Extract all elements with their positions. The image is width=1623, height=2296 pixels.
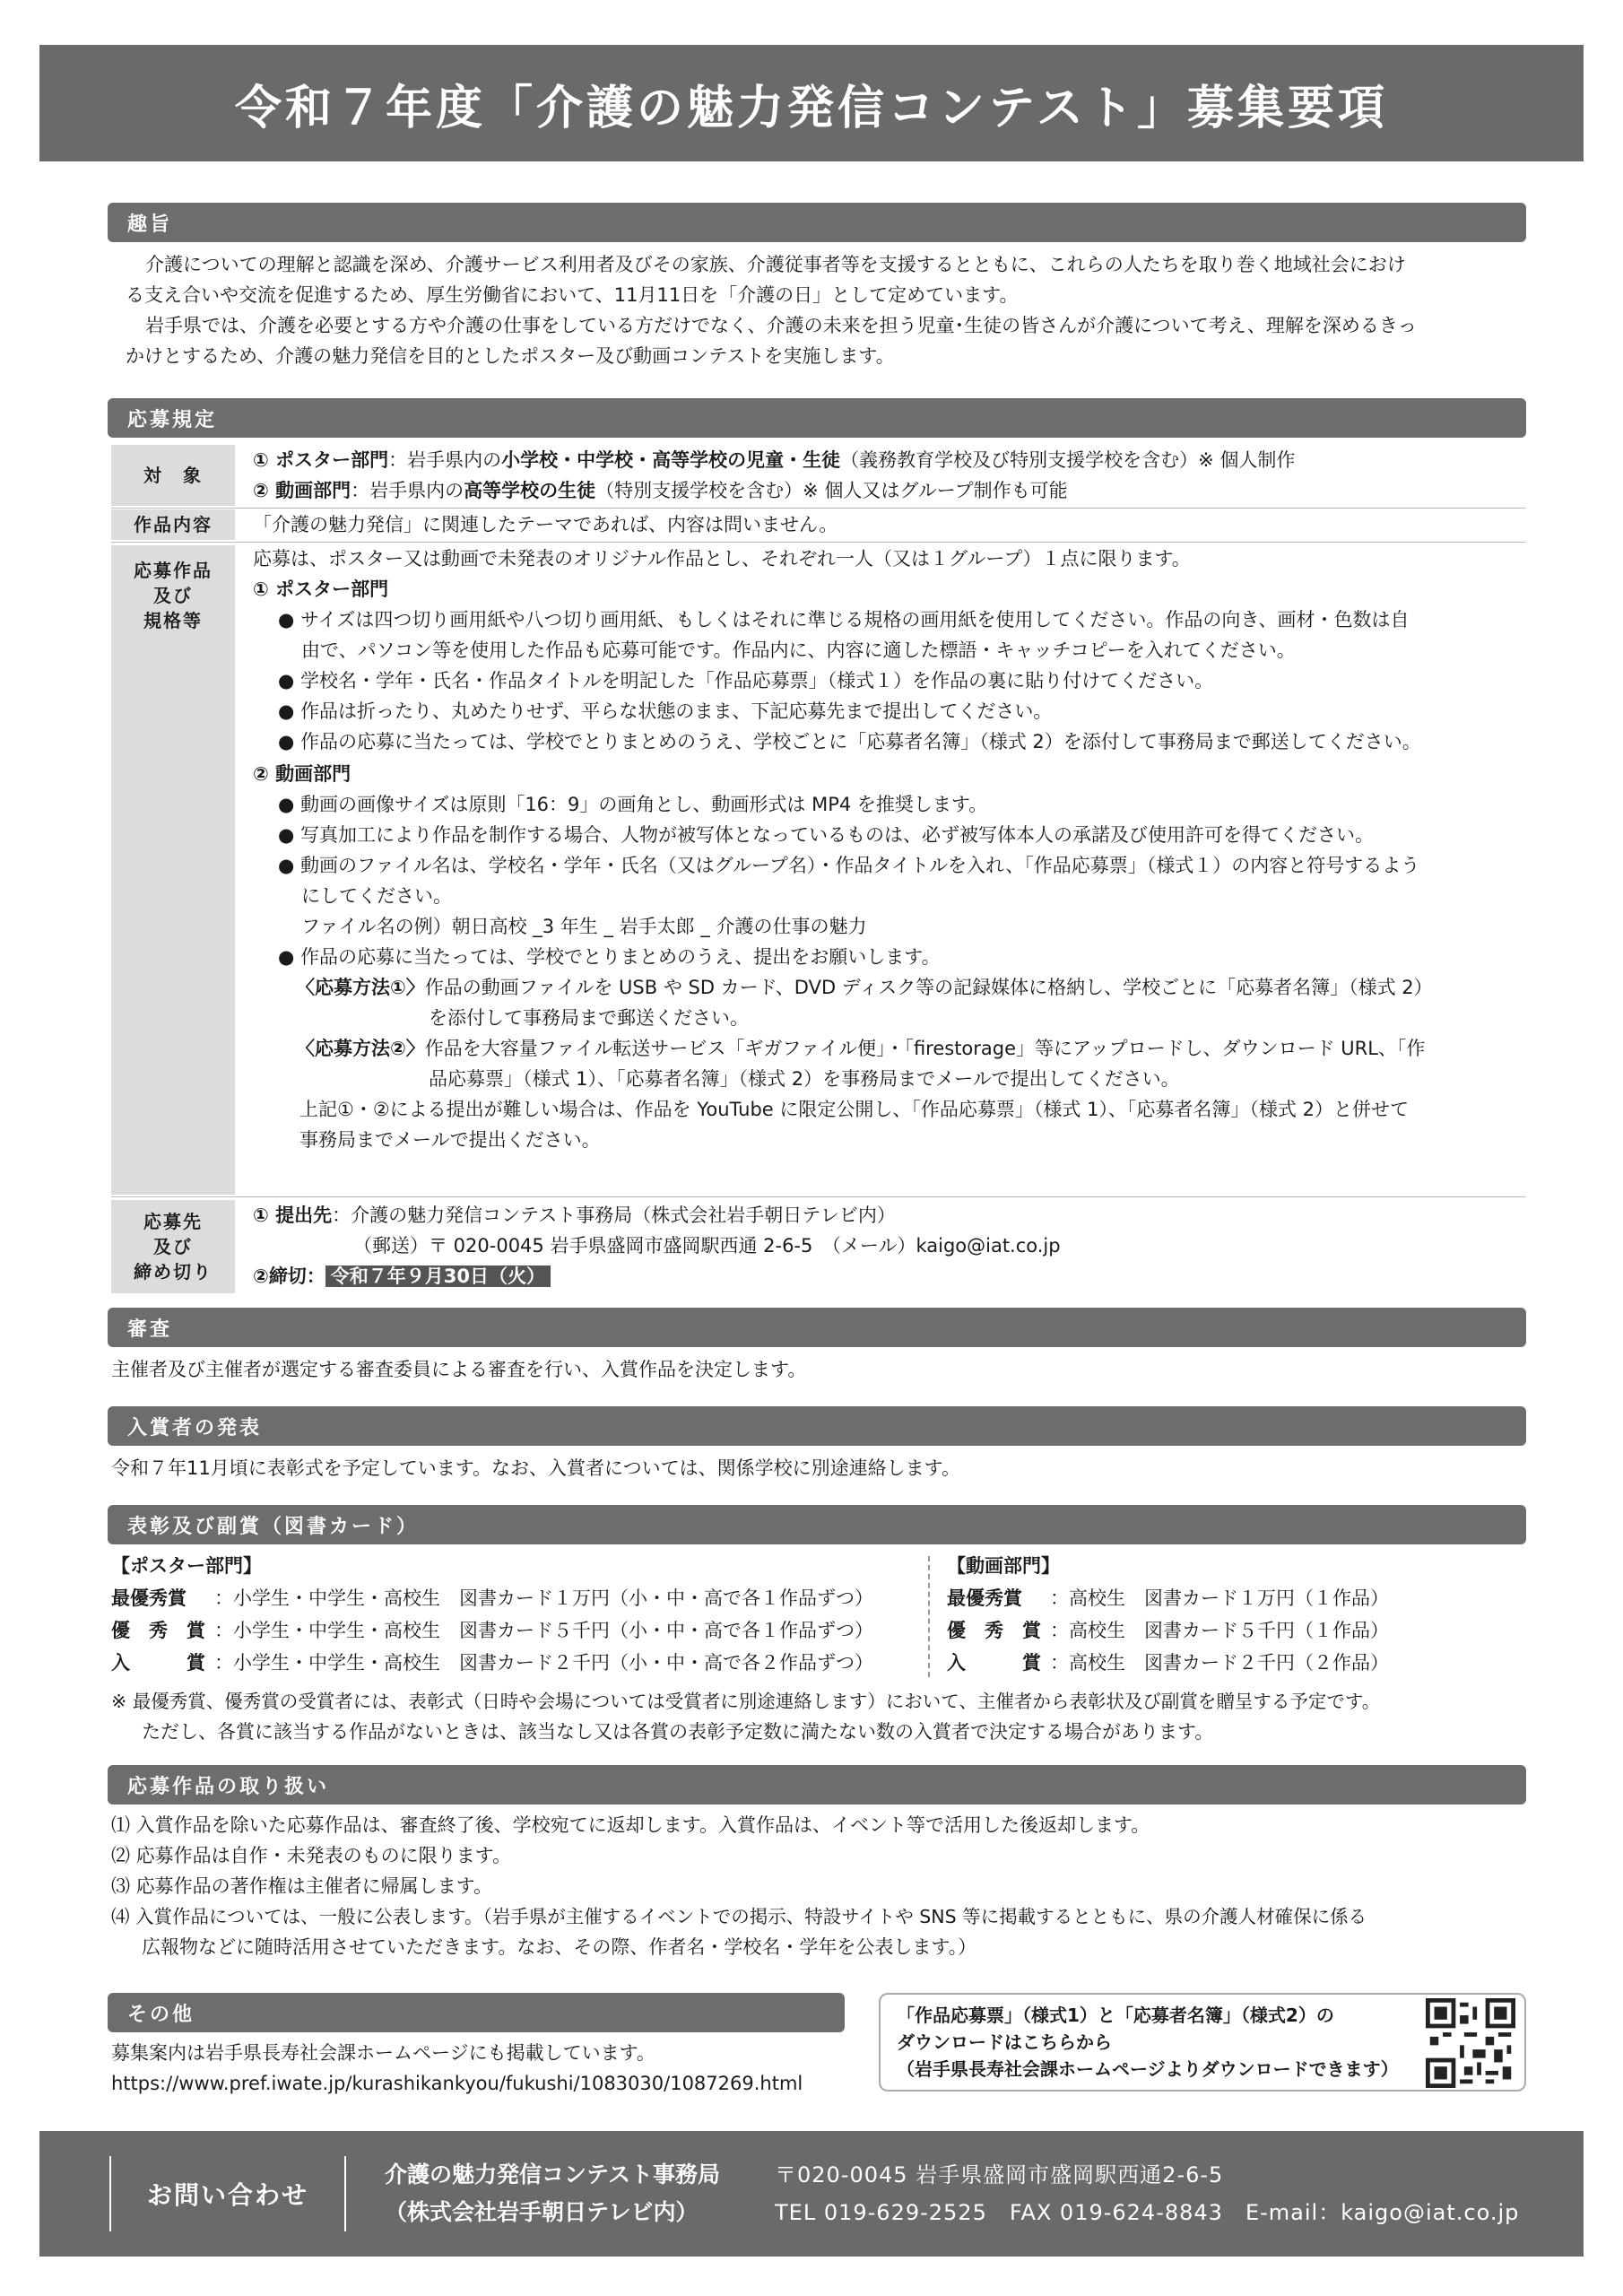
awards-divider <box>928 1556 930 1677</box>
kikaku-douga-item: にしてください。 <box>301 885 452 907</box>
method2-l2: 品応募票」（様式 1）、「応募者名簿」（様式 2）を事務局までメールで提出してください。 <box>429 1068 1180 1090</box>
shushi-p1-l1: 介護についての理解と認識を深め、介護サービス利用者及びその家族、介護従事者等を支援するとともに、これらの人たちを取り巻く地域社会におけ <box>145 254 1406 275</box>
awards-douga-head: 【動画部門】 <box>947 1555 1060 1577</box>
shushi-p2-l2: かけとするため、介護の魅力発信を目的としたポスター及び動画コンテストを実施します。 <box>126 345 895 367</box>
toriatsukai-item: ⑵ 応募作品は自作・未発表のものに限ります。 <box>111 1845 511 1866</box>
toriatsukai-item: ⑶ 応募作品の著作権は主催者に帰属します。 <box>111 1875 492 1897</box>
qr-code-icon[interactable] <box>1421 1998 1520 2088</box>
kikaku-intro: 応募は、ポスター又は動画で未発表のオリジナル作品とし、それぞれ一人（又は１グループ）１点に限ります。 <box>253 548 1191 570</box>
kikaku-douga-head: ② 動画部門 <box>253 763 352 785</box>
kikaku-douga-item: ● 写真加工により作品を制作する場合、人物が被写体となっているものは、必ず被写体本人の承諾及び使用許可を得てください。 <box>278 824 1374 846</box>
footer-divider <box>344 2156 346 2231</box>
awards-note-l2: ただし、各賞に該当する作品がないときは、該当なし又は各賞の表彰予定数に満たない数の入賞者で決定する場合があります。 <box>142 1721 1214 1743</box>
shimekiri: ②締切： 令和７年９月30日（火） <box>253 1261 551 1292</box>
footer-contact-label: お問い合わせ <box>147 2180 309 2210</box>
kikaku-poster-item: ● 学校名・学年・氏名・作品タイトルを明記した「作品応募票」（様式１）を作品の裏に貼り付けてください。 <box>278 670 1214 691</box>
toriatsukai-item: 広報物などに随時活用させていただきます。なお、その際、作者名・学校名・学年を公表します。） <box>142 1936 977 1958</box>
footer-contact <box>39 2131 1584 2257</box>
sonota-text: 募集案内は岩手県長寿社会課ホームページにも掲載しています。 <box>111 2042 655 2064</box>
download-text: 「作品応募票」（様式1）と「応募者名簿」（様式2）の ダウンロードはこちらから （岩手県長寿社会課ホームページよりダウンロードできます） <box>897 2005 1399 2080</box>
section-header-oubo-kitei: 応募規定 <box>108 398 1526 438</box>
section-header-sonota: その他 <box>108 1993 845 2032</box>
shushi-text <box>126 249 1417 371</box>
award-row: 入 賞 ：高校生 図書カード２千円（２作品） <box>947 1652 1389 1674</box>
taisho-poster: ① ポスター部門：岩手県内の小学校・中学校・高等学校の児童・生徒（義務教育学校及び特別支援学校を含む）※ 個人制作 <box>253 449 1296 471</box>
kikaku-poster-item: ● 作品の応募に当たっては、学校でとりまとめのうえ、学校ごとに「応募者名簿」（様式 2）を添付して事務局まで郵送してください。 <box>278 731 1421 752</box>
shinsa-text: 主催者及び主催者が選定する審査委員による審査を行い、入賞作品を決定します。 <box>111 1359 807 1380</box>
title-banner <box>39 45 1584 161</box>
deadline-badge: 令和７年９月30日（火） <box>325 1265 551 1287</box>
row-divider <box>111 1196 1526 1197</box>
method1: 〈応募方法①〉作品の動画ファイルを USB や SD カード、DVD ディスク等の記録媒体に格納し、学校ごとに「応募者名簿」（様式 2） <box>296 977 1433 998</box>
award-row: 最優秀賞 ：小学生・中学生・高校生 図書カード１万円（小・中・高で各１作品ずつ） <box>111 1587 873 1609</box>
row-divider <box>111 508 1526 509</box>
kikaku-poster-head: ① ポスター部門 <box>253 578 389 600</box>
label-taisho: 対 象 <box>111 445 235 506</box>
sonota-url[interactable]: https://www.pref.iwate.jp/kurashikankyou/fukushi/1083030/1087269.html <box>111 2073 803 2094</box>
footer-org: 介護の魅力発信コンテスト事務局 （株式会社岩手朝日テレビ内） <box>385 2161 721 2225</box>
label-oubosaki: 応募先 及び 締め切り <box>111 1200 235 1293</box>
shushi-p2-l1: 岩手県では、介護を必要とする方や介護の仕事をしている方だけでなく、介護の未来を担う児童･生徒の皆さんが介護について考え、理解を深めるきっ <box>145 315 1417 336</box>
kikaku-poster-item: ● 作品は折ったり、丸めたりせず、平らな状態のまま、下記応募先まで提出してください。 <box>278 700 1053 722</box>
kikaku-poster-item: 由で、パソコン等を使用した作品も応募可能です。作品内に、内容に適した標語・キャッチコピーを入れてください。 <box>301 639 1296 661</box>
teishutsu-address: （郵送）〒 020-0045 岩手県盛岡市盛岡駅西通 2-6-5 （メール）kaigo@iat.co.jp <box>353 1235 1061 1257</box>
toriatsukai-item: ⑴ 入賞作品を除いた応募作品は、審査終了後、学校宛てに返却します。入賞作品は、イベント等で活用した後返却します。 <box>111 1814 1150 1836</box>
toriatsukai-item: ⑷ 入賞作品については、一般に公表します。（岩手県が主催するイベントでの掲示、特設サイトや SNS 等に掲載するとともに、県の介護人材確保に係る <box>111 1906 1367 1927</box>
method2: 〈応募方法②〉作品を大容量ファイル転送サービス「ギガファイル便」・「firestorage」等にアップロードし、ダウンロード URL、「作 <box>296 1038 1426 1059</box>
teishutsu-saki: ① 提出先：介護の魅力発信コンテスト事務局（株式会社岩手朝日テレビ内） <box>253 1205 896 1226</box>
section-header-shushi: 趣旨 <box>108 203 1526 242</box>
label-oubo-sakuhin: 応募作品 及び 規格等 <box>111 545 235 1195</box>
section-header-shinsa: 審査 <box>108 1308 1526 1347</box>
page-title: 令和７年度「介護の魅力発信コンテスト」募集要項 <box>235 81 1388 135</box>
award-row: 入 賞 ：小学生・中学生・高校生 図書カード２千円（小・中・高で各２作品ずつ） <box>111 1652 873 1674</box>
section-header-nyusho: 入賞者の発表 <box>108 1406 1526 1446</box>
section-header-hyosho: 表彰及び副賞（図書カード） <box>108 1505 1526 1544</box>
kikaku-poster-item: ● サイズは四つ切り画用紙や八つ切り画用紙、もしくはそれに準じる規格の画用紙を使用してください。作品の向き、画材・色数は自 <box>278 609 1410 631</box>
footer-address: 〒020-0045 岩手県盛岡市盛岡駅西通2-6-5 TEL 019-629-2525 FAX 019-624-8843 E-mail：kaigo@iat.co.jp <box>775 2162 1520 2225</box>
awards-note: ※ 最優秀賞、優秀賞の受賞者には、表彰式（日時や会場については受賞者に別途連絡します）において、主催者から表彰状及び副賞を贈呈する予定です。 <box>111 1691 1381 1712</box>
footer-divider <box>109 2156 111 2231</box>
award-row: 優 秀 賞 ：小学生・中学生・高校生 図書カード５千円（小・中・高で各１作品ずつ） <box>111 1620 873 1641</box>
sakuhin-naiyo-text: 「介護の魅力発信」に関連したテーマであれば、内容は問いません。 <box>253 514 838 535</box>
awards-poster-head: 【ポスター部門】 <box>111 1555 262 1577</box>
taisho-douga: ② 動画部門：岩手県内の高等学校の生徒（特別支援学校を含む）※ 個人又はグループ制作も可能 <box>253 480 1068 501</box>
award-row: 優 秀 賞 ：高校生 図書カード５千円（１作品） <box>947 1620 1389 1641</box>
filename-example: ファイル名の例）朝日高校 _3 年生 _ 岩手太郎 _ 介護の仕事の魅力 <box>301 916 867 937</box>
section-header-toriatsukai: 応募作品の取り扱い <box>108 1765 1526 1805</box>
kikaku-note-l2: 事務局までメールで提出ください。 <box>299 1129 601 1151</box>
award-row: 最優秀賞 ：高校生 図書カード１万円（１作品） <box>947 1587 1389 1609</box>
kikaku-douga-item: ● 作品の応募に当たっては、学校でとりまとめのうえ、提出をお願いします。 <box>278 946 941 968</box>
shushi-p1-l2: る支え合いや交流を促進するため、厚生労働省において、11月11日を「介護の日」として定めています。 <box>126 284 1019 306</box>
method1-l2: を添付して事務局まで郵送ください。 <box>429 1007 749 1029</box>
label-sakuhin-naiyo: 作品内容 <box>111 509 235 540</box>
kikaku-douga-item: ● 動画の画像サイズは原則「16：9」の画角とし、動画形式は MP4 を推奨します。 <box>278 794 988 815</box>
row-divider <box>111 542 1526 543</box>
nyusho-text: 令和７年11月頃に表彰式を予定しています。なお、入賞者については、関係学校に別途連絡します。 <box>111 1457 960 1479</box>
kikaku-douga-item: ● 動画のファイル名は、学校名・学年・氏名（又はグループ名）・作品タイトルを入れ、「作品応募票」（様式１）の内容と符号するよう <box>278 855 1420 876</box>
kikaku-note: 上記①・②による提出が難しい場合は、作品を YouTube に限定公開し、「作品応募票」（様式 1）、「応募者名簿」（様式 2）と併せて <box>299 1099 1409 1120</box>
